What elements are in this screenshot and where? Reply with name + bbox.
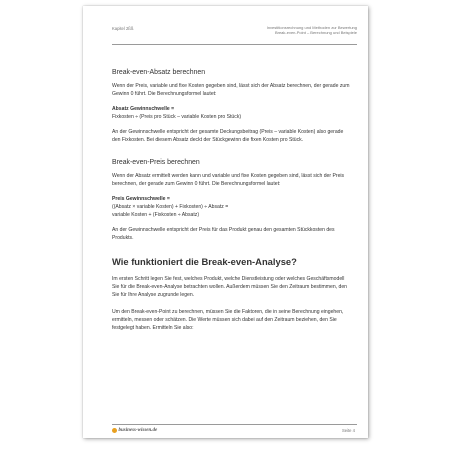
formula-absatz: Fixkosten ÷ (Preis pro Stück – variable Kosten pro Stück) [112,114,242,121]
page-content [112,69,353,332]
site-logo [112,428,157,433]
paragraph-preis-explanation: An der Gewinnschwelle entspricht der Preis für das Produkt genau den gesamten Stückkosten des Produkts. [112,227,335,242]
document-page [83,6,368,438]
logo-text: business-wissen.de [118,427,158,433]
header-title-line2: Break-even-Point – Berechnung und Beispiele [274,30,357,36]
section-heading-absatz: Break-even-Absatz berechnen [112,69,206,76]
formula-label-absatz: Absatz Gewinnschwelle = [112,106,175,113]
paragraph-absatz-intro: Wenn der Preis, variable und fixe Kosten gegeben sind, lässt sich der Absatz berechnen, der gerade zum Gewinn 0 führt. Die Berechnungsformel lautet: [112,83,350,98]
formula-preis-line1: ((Absatz × variable Kosten) + Fixkosten) ÷ Absatz = [112,203,229,210]
paragraph-absatz-explanation: An der Gewinnschwelle entspricht der gesamte Deckungsbeitrag (Preis – variable Kosten) also gerade den Fixkosten. Bei diesem Absatz deckt der Stückgewinn die fixen Kosten pro Stück. [112,129,344,144]
formula-label-preis: Preis Gewinnschwelle = [112,195,170,202]
paragraph-preis-intro: Wenn der Absatz ermittelt werden kann und variable und fixe Kosten gegeben sind, lässt sich der Preis berechnen, der gerade zum Gewinn 0 führt. Die Berechnungsformel lautet: [112,172,345,187]
paragraph-analyse-1: Im ersten Schritt legen Sie fest, welches Produkt, welche Dienstleistung oder welches Geschäftsmodell Sie für die Break-even-Analyse betrachten wollen. Außerdem müssen Sie den Zeitraum bestimmen, den Sie für Ihre Analyse zugrunde legen. [112,276,347,299]
paragraph-analyse-2: Um den Break-even-Point zu berechnen, müssen Sie die Faktoren, die in seine Berechnung eingehen, ermitteln, messen oder schätzen. Die Werte müssen sich dabei auf den Zeitraum beziehen, den Sie festgelegt haben. Ermitteln Sie also: [112,308,344,331]
page-number: Seite 4 [341,428,355,433]
chapter-label: Kapitel 2ßß [112,26,134,31]
header-title-line1: Investitionsrechnung und Methoden zur Bewertung [266,25,357,30]
page-footer [112,424,357,435]
header-title [267,25,357,36]
formula-preis-line2: variable Kosten + (Fixkosten ÷ Absatz) [112,211,200,218]
page-header [112,24,357,45]
logo-dot-icon [112,428,117,433]
section-heading-preis: Break-even-Preis berechnen [112,158,200,166]
section-heading-analyse: Wie funktioniert die Break-even-Analyse? [112,256,297,268]
